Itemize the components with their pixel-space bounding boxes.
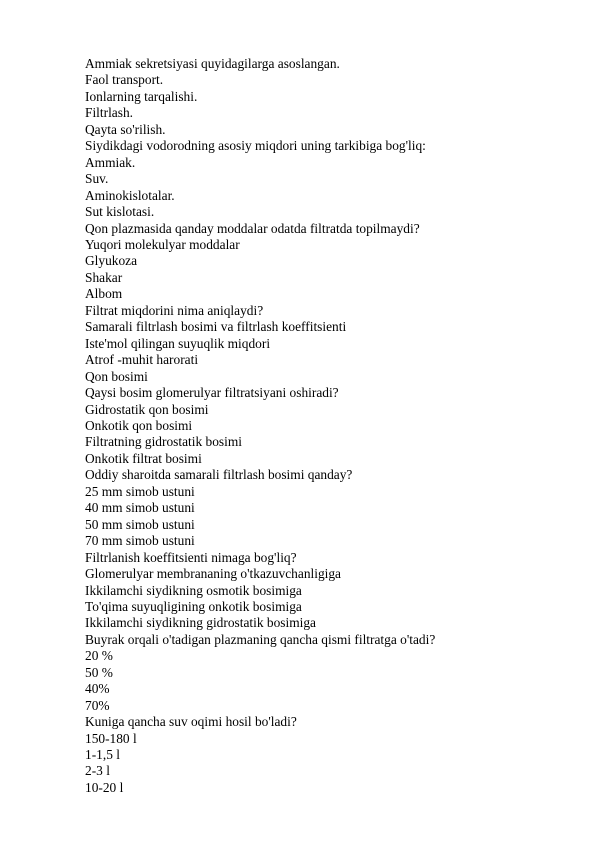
text-line: 50 mm simob ustuni <box>85 516 195 532</box>
text-line: 10-20 l <box>85 779 124 795</box>
text-line: Sut kislotasi. <box>85 204 155 220</box>
text-line: Suv. <box>85 171 109 187</box>
text-line: Ammiak. <box>85 154 136 170</box>
text-line: 25 mm simob ustuni <box>85 483 195 499</box>
text-line: Kuniga qancha suv oqimi hosil bo'ladi? <box>85 714 297 730</box>
text-line: 150-180 l <box>85 730 137 746</box>
text-line: Yuqori molekulyar moddalar <box>85 236 240 252</box>
text-line: Onkotik filtrat bosimi <box>85 450 202 466</box>
text-line: Buyrak orqali o'tadigan plazmaning qancha qismi filtratga o'tadi? <box>85 631 436 647</box>
text-line: Glomerulyar membrananing o'tkazuvchanligiga <box>85 566 342 582</box>
text-line: Filtratning gidrostatik bosimi <box>85 434 242 450</box>
text-line: Siydikdagi vodorodning asosiy miqdori uning tarkibiga bog'liq: <box>85 138 426 154</box>
text-line: Qon plazmasida qanday moddalar odatda filtratda topilmaydi? <box>85 220 420 236</box>
text-line: 50 % <box>85 664 113 680</box>
text-line: Ammiak sekretsiyasi quyidagilarga asoslangan. <box>85 56 340 71</box>
text-line: 2-3 l <box>85 763 110 779</box>
text-line: Filtrat miqdorini nima aniqlaydi? <box>85 302 264 318</box>
text-line: Aminokislotalar. <box>85 187 175 203</box>
text-line: Shakar <box>85 269 123 285</box>
text-line: Ionlarning tarqalishi. <box>85 88 198 104</box>
text-line: Qaysi bosim glomerulyar filtratsiyani oshiradi? <box>85 385 339 401</box>
document-body <box>85 56 565 796</box>
text-line: 70 mm simob ustuni <box>85 533 195 549</box>
text-line: Filtrlash. <box>85 105 133 121</box>
text-line: Oddiy sharoitda samarali filtrlash bosimi qanday? <box>85 467 353 483</box>
text-line: 70% <box>85 697 110 713</box>
text-line: 1-1,5 l <box>85 747 120 763</box>
text-line: Filtrlanish koeffitsienti nimaga bog'liq? <box>85 549 297 565</box>
text-line: Iste'mol qilingan suyuqlik miqdori <box>85 335 271 351</box>
text-line: 40 mm simob ustuni <box>85 500 195 516</box>
text-line: 20 % <box>85 648 113 664</box>
text-line: Samarali filtrlash bosimi va filtrlash koeffitsienti <box>85 319 347 335</box>
text-line: 40% <box>85 681 110 697</box>
text-line: Ikkilamchi siydikning osmotik bosimiga <box>85 582 302 598</box>
text-line: Qon bosimi <box>85 368 148 384</box>
text-line: Glyukoza <box>85 253 138 269</box>
text-line: Gidrostatik qon bosimi <box>85 401 209 417</box>
text-line: Faol transport. <box>85 72 164 88</box>
text-line: Qayta so'rilish. <box>85 121 166 137</box>
text-line: To'qima suyuqligining onkotik bosimiga <box>85 598 302 614</box>
text-line: Onkotik qon bosimi <box>85 417 193 433</box>
text-line: Atrof -muhit harorati <box>85 352 199 368</box>
text-line: Albom <box>85 286 123 302</box>
text-line: Ikkilamchi siydikning gidrostatik bosimiga <box>85 615 316 631</box>
